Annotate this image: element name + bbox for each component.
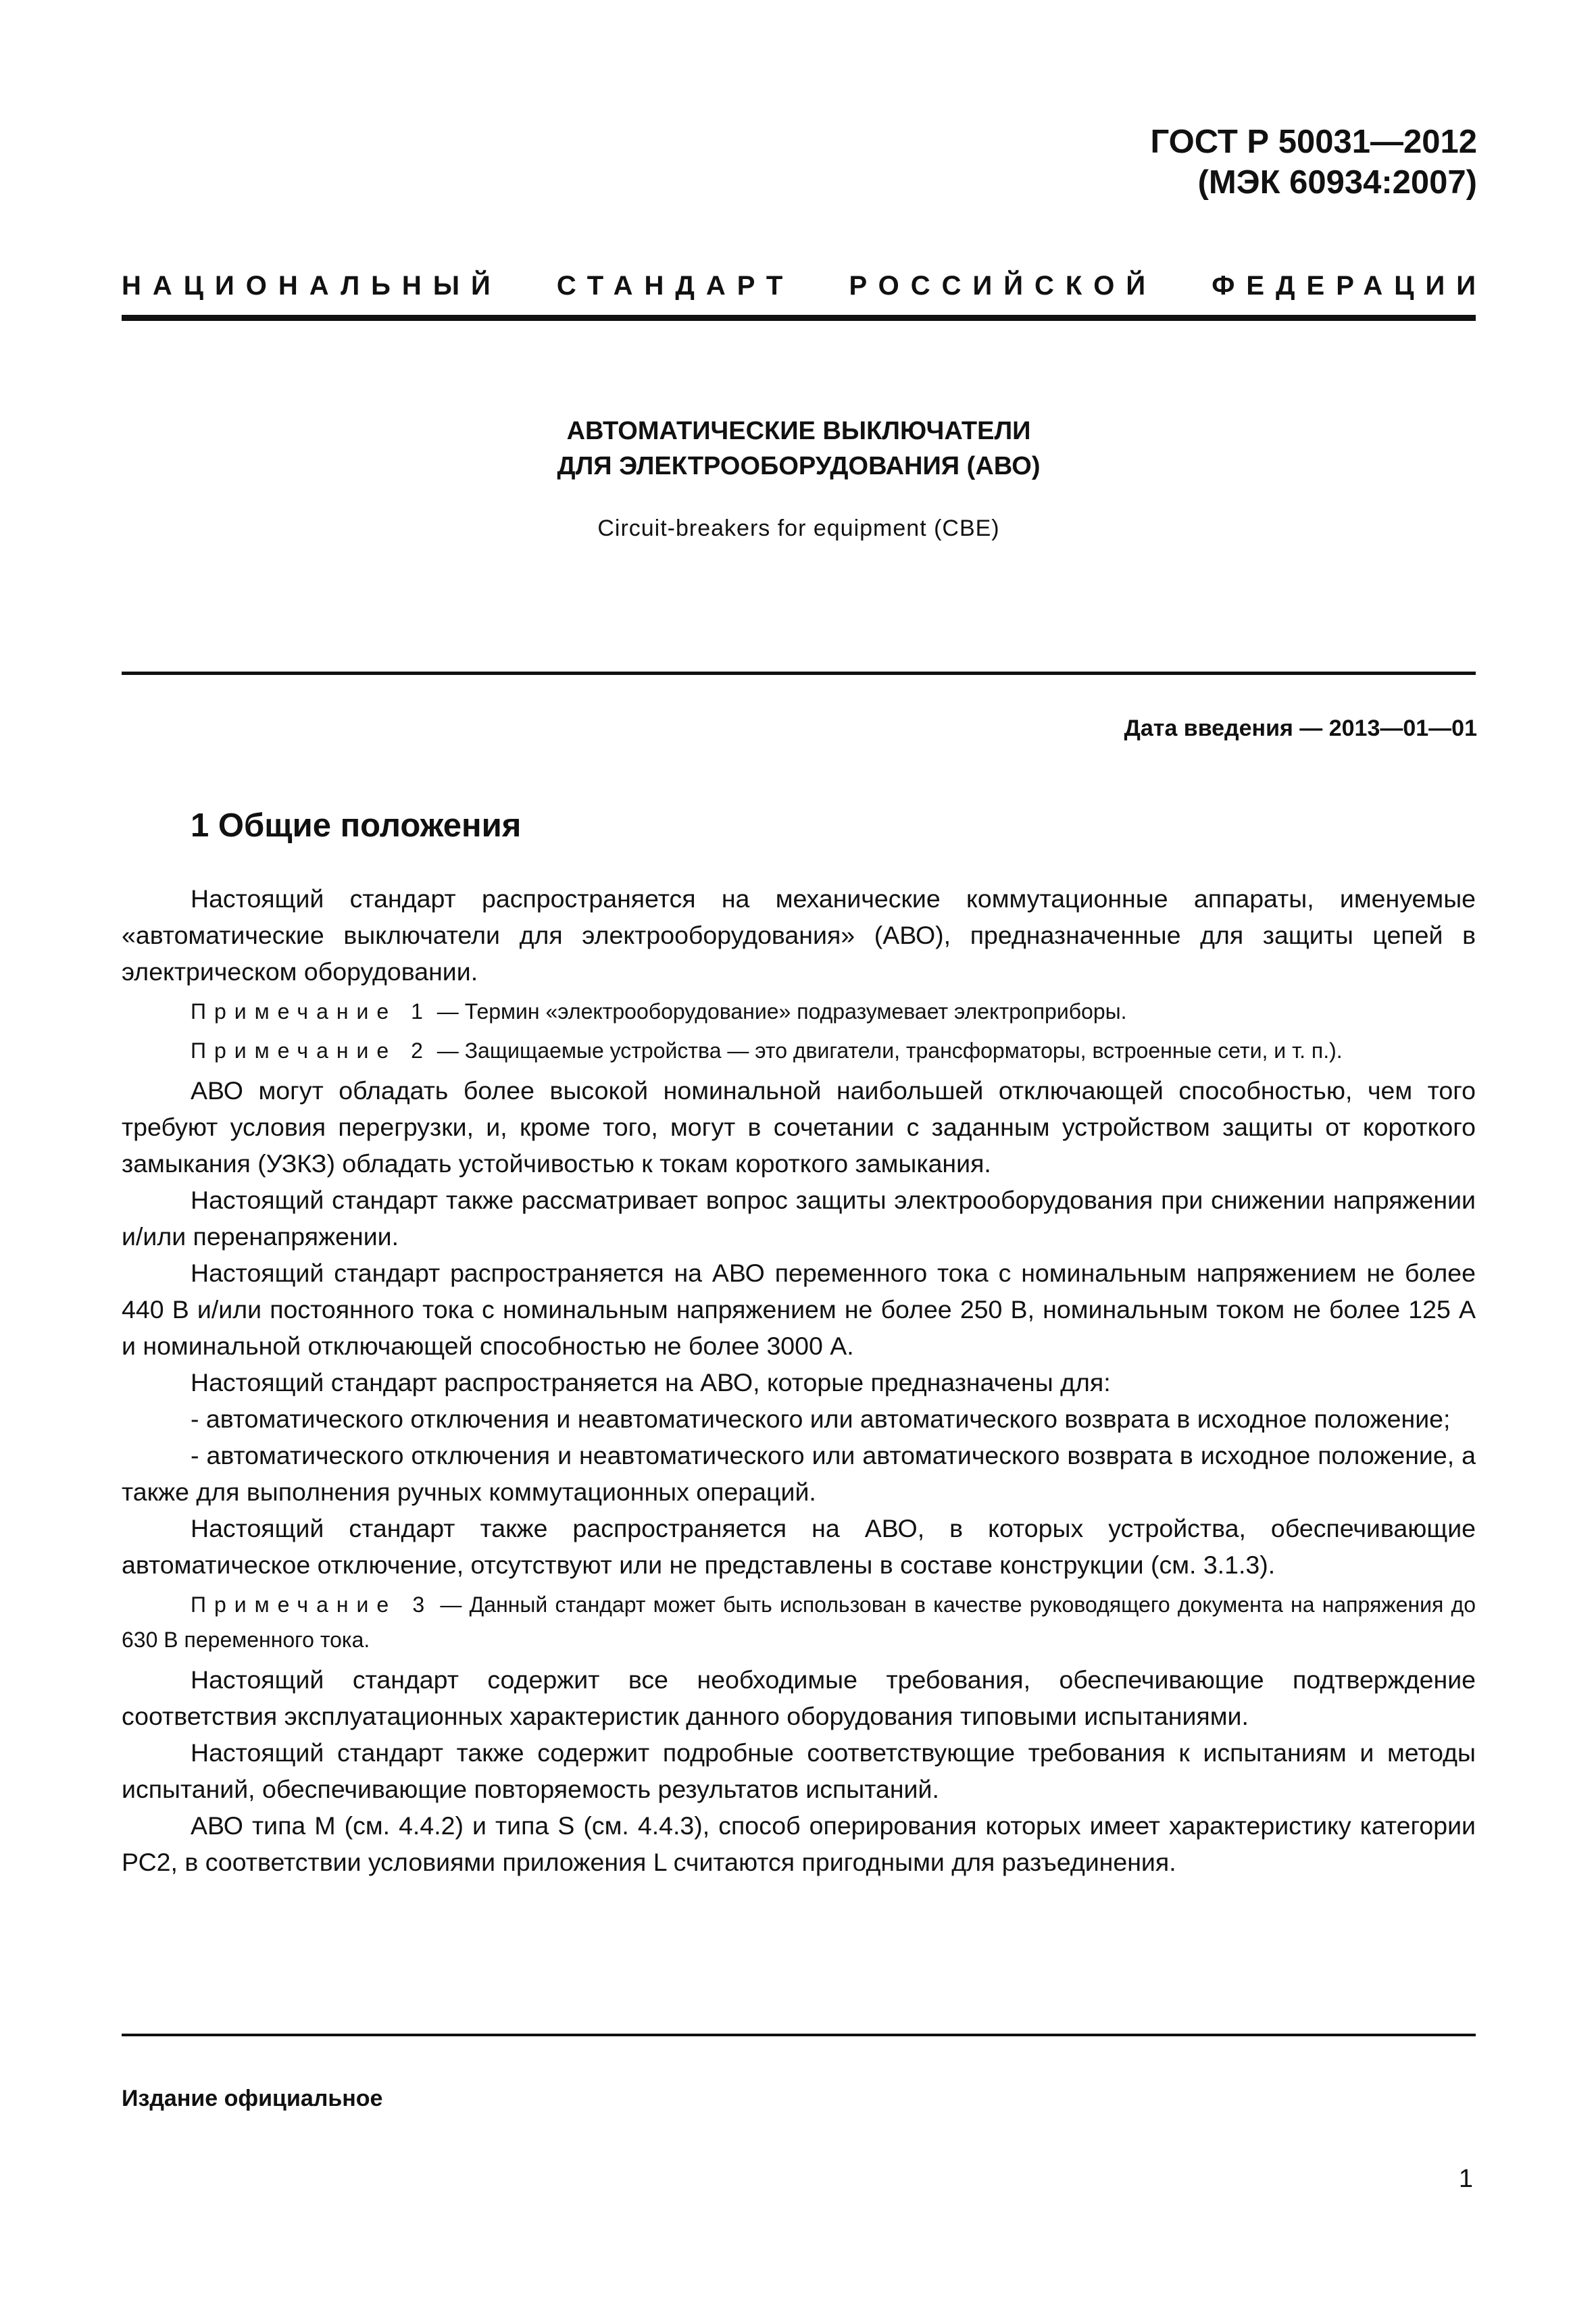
english-title: Circuit-breakers for equipment (CBE) <box>597 515 1000 541</box>
document-title <box>122 413 1476 484</box>
document-number: ГОСТ Р 50031—2012 <box>1150 124 1477 160</box>
title-line-2: ДЛЯ ЭЛЕКТРООБОРУДОВАНИЯ (АВО) <box>557 452 1041 480</box>
note <box>122 1033 1476 1068</box>
banner-word: ФЕДЕРАЦИИ <box>1212 271 1487 301</box>
paragraph: Настоящий стандарт также распространяется на АВО, в которых устройства, обеспечивающие автоматическое отключение, отсутствуют или не представлены в составе конструкции (см. 3.1.3). <box>122 1514 1476 1579</box>
official-edition-label: Издание официальное <box>122 2086 383 2111</box>
paragraph: АВО типа М (см. 4.4.2) и типа S (см. 4.4.3), способ оперирования которых имеет характеристику категории РС2, в соответствии условиями приложения L считаются пригодными для разъединения. <box>122 1811 1476 1876</box>
introduction-date: Дата введения — 2013—01—01 <box>1124 715 1477 741</box>
paragraph: АВО могут обладать более высокой номинальной наибольшей отключающей способностью, чем того требуют условия перегрузки, и, кроме того, могут в сочетании с заданным устройством защиты от короткого замыкания (УЗКЗ) обладать устойчивостью к токам короткого замыкания. <box>122 1076 1476 1178</box>
list-item: - автоматического отключения и неавтоматического или автоматического возврата в исходное положение, а также для выполнения ручных коммутационных операций. <box>122 1441 1476 1506</box>
paragraph: Настоящий стандарт распространяется на механические коммутационные аппараты, именуемые «автоматические выключатели для электрооборудования» (АВО), предназначенные для защиты цепей в электрическом оборудовании. <box>122 884 1476 986</box>
note-label: Примечание 2 <box>191 1038 431 1063</box>
note-text: — Данный стандарт может быть использован в качестве руководящего документа на напряжения до 630 В переменного тока. <box>122 1592 1476 1652</box>
note-label: Примечание 3 <box>191 1592 433 1617</box>
note-label: Примечание 1 <box>191 999 431 1024</box>
national-standard-banner <box>122 269 1487 303</box>
paragraph: Настоящий стандарт также рассматривает вопрос защиты электрооборудования при снижении напряжении и/или перенапряжении. <box>122 1186 1476 1251</box>
note <box>122 1587 1476 1657</box>
banner-word: СТАНДАРТ <box>556 271 795 301</box>
banner-word: РОССИЙСКОЙ <box>849 271 1157 301</box>
banner-word: НАЦИОНАЛЬНЫЙ <box>122 271 502 301</box>
title-divider <box>122 672 1476 675</box>
title-line-1: АВТОМАТИЧЕСКИЕ ВЫКЛЮЧАТЕЛИ <box>566 417 1031 445</box>
paragraph: Настоящий стандарт распространяется на АВО переменного тока с номинальным напряжением не более 440 В и/или постоянного тока с номинальным напряжением не более 250 В, номинальным током не более 125 А и номинальной отключающей способностью не более 3000 А. <box>122 1259 1476 1360</box>
paragraph: Настоящий стандарт также содержит подробные соответствующие требования к испытаниям и методы испытаний, обеспечивающие повторяемость результатов испытаний. <box>122 1738 1476 1803</box>
list-item: - автоматического отключения и неавтоматического или автоматического возврата в исходное положение; <box>191 1405 1451 1433</box>
section-heading: 1 Общие положения <box>191 807 522 844</box>
paragraph: Настоящий стандарт распространяется на АВО, которые предназначены для: <box>191 1368 1111 1397</box>
page-number: 1 <box>1458 2165 1473 2193</box>
document-equivalent: (МЭК 60934:2007) <box>1197 164 1477 201</box>
note <box>122 994 1476 1029</box>
header-divider <box>122 315 1476 321</box>
paragraph: Настоящий стандарт содержит все необходимые требования, обеспечивающие подтверждение соответствия эксплуатационных характеристик данного оборудования типовыми испытаниями. <box>122 1665 1476 1730</box>
footer-divider <box>122 2034 1476 2036</box>
note-text: — Защищаемые устройства — это двигатели, трансформаторы, встроенные сети, и т. п.). <box>430 1038 1343 1063</box>
document-id-block <box>1150 122 1477 203</box>
note-text: — Термин «электрооборудование» подразумевает электроприборы. <box>430 999 1127 1024</box>
section-body <box>122 880 1476 1880</box>
